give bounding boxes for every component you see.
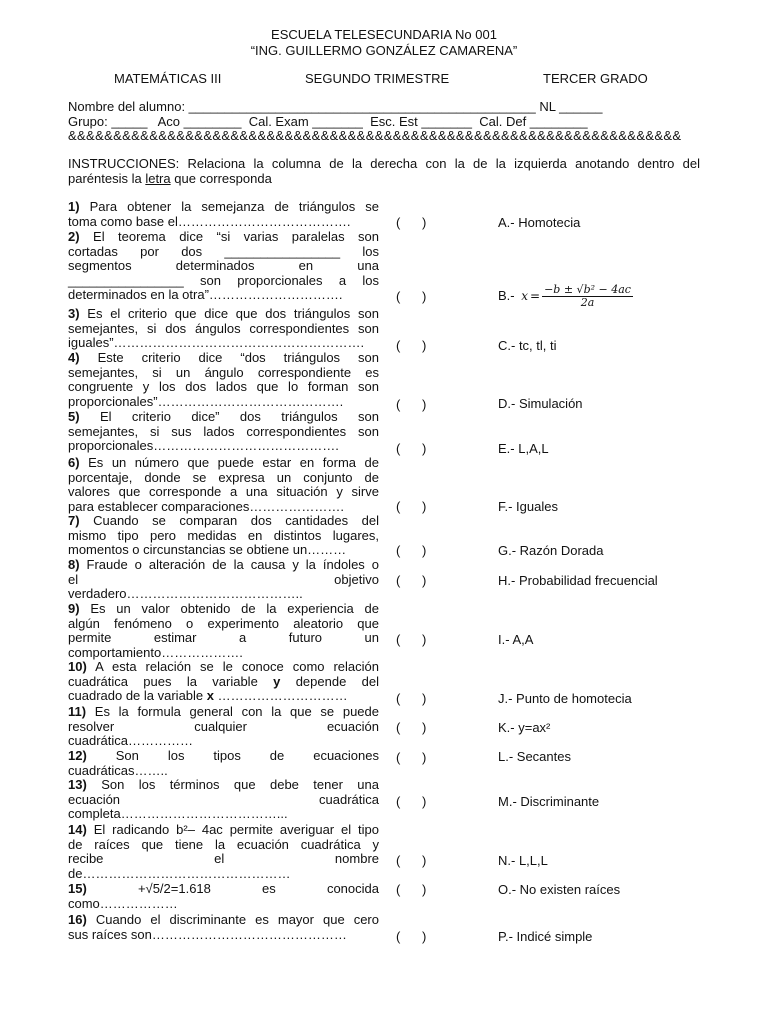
subject-label: MATEMÁTICAS III <box>114 71 222 86</box>
answer-blank-12[interactable]: ( ) <box>396 750 427 765</box>
question-6: 6) Es un número que puede estar en forma de porcentaje, donde se expresa un conjunto de valores que corresponde a una situación y sirve para establecer comparaciones…………………. <box>68 455 379 514</box>
question-10-line-3: cuadrado de la variable x ………………………… <box>68 688 348 704</box>
question-10-line-2: cuadrática pues la variable y depende del <box>68 673 379 689</box>
term-label: SEGUNDO TRIMESTRE <box>305 71 450 86</box>
option-h: H.- Probabilidad frecuencial <box>498 573 658 588</box>
answer-blank-15[interactable]: ( ) <box>396 882 427 897</box>
question-1: 1) Para obtener la semejanza de triángulos se toma como base el…………………………………. <box>68 199 380 229</box>
option-o: O.- No existen raíces <box>498 882 621 897</box>
answer-blank-3[interactable]: ( ) <box>396 338 427 353</box>
answer-blank-1[interactable]: ( ) <box>396 215 427 230</box>
question-12: 12) Son los tipos de ecuaciones cuadráticas…….. <box>68 748 379 778</box>
option-d: D.- Simulación <box>498 396 583 411</box>
option-i: I.- A,A <box>498 632 534 647</box>
grades-line: Grupo: _____ Aco ________ Cal. Exam _______ Esc. Est _______ Cal. Def ________ <box>68 114 588 129</box>
question-11: 11) Es la formula general con la que se puede resolver cualquier ecuación cuadrática…………… <box>68 704 379 749</box>
question-10: 10) A esta relación se le conoce como relación cuadrática pues la variable y depende del cuadrado de la variable x ………………………… <box>68 659 379 704</box>
option-c: C.- tc, tl, ti <box>498 338 557 353</box>
question-8: 8) Fraude o alteración de la causa y la índoles o el objetivo verdadero………………………………….. <box>68 557 379 602</box>
option-m: M.- Discriminante <box>498 794 600 809</box>
question-9: 9) Es un valor obtenido de la experiencia de algún fenómeno o experimento aleatorio que permite estimar a futuro un comportamiento………………. <box>68 601 379 660</box>
option-k: K.- y=ax² <box>498 720 551 735</box>
school-title: ESCUELA TELESECUNDARIA No 001 <box>271 27 497 42</box>
question-14: 14) El radicando b²– 4ac permite averiguar el tipo de raíces que tiene la ecuación cuadrática y recibe el nombre de………………………………………… <box>68 822 379 881</box>
answer-blank-9[interactable]: ( ) <box>396 632 427 647</box>
answer-blank-13[interactable]: ( ) <box>396 794 427 809</box>
question-3: 3) Es el criterio que dice que dos triángulos son semejantes, si dos ángulos correspondientes son iguales”…………………………………………………. <box>68 306 379 351</box>
answer-blank-4[interactable]: ( ) <box>396 397 427 412</box>
answer-blank-16[interactable]: ( ) <box>396 929 427 944</box>
instructions <box>68 156 700 186</box>
answer-blank-2[interactable]: ( ) <box>396 289 427 304</box>
option-e: E.- L,A,L <box>498 441 549 456</box>
answer-blank-6[interactable]: ( ) <box>396 499 427 514</box>
question-5: 5) El criterio dice” dos triángulos son semejantes, si sus lados correspondientes son proporcionales……………………………………. <box>68 409 379 454</box>
question-15: 15) +√5/2=1.618 es conocida como……………… <box>68 881 379 911</box>
option-p: P.- Indicé simple <box>498 929 593 944</box>
question-4: 4) Este criterio dice “dos triángulos son semejantes, si un ángulo correspondiente es congruente y los dos lados que lo forman son proporcionales”……………………………………. <box>68 350 379 409</box>
question-16: 16) Cuando el discriminante es mayor que cero sus raíces son……………………………………… <box>68 912 379 942</box>
quadratic-formula: x = $\frac{\text{−b ± √b² − 4ac}}{2a}$ <box>521 283 631 309</box>
option-b <box>498 284 633 309</box>
option-n: N.- L,L,L <box>498 853 548 868</box>
formula-denominator: 2a <box>580 296 595 309</box>
separator-line: &&&&&&&&&&&&&&&&&&&&&&&&&&&&&&&&&&&&&&&&&&&&&&&&&&&&&&&&&&&&&&&&&&&& <box>68 128 682 143</box>
formula-numerator: −b ± √b² − 4ac <box>544 283 631 296</box>
option-j: J.- Punto de homotecia <box>498 691 632 706</box>
answer-blank-7[interactable]: ( ) <box>396 543 427 558</box>
question-13: 13) Son los términos que debe tener una ecuación cuadrática completa………………………………... <box>68 777 379 822</box>
student-name-line: Nombre del alumno: ________________________________________________ NL ______ <box>68 99 603 114</box>
option-l: L.- Secantes <box>498 749 571 764</box>
question-7: 7) Cuando se comparan dos cantidades del mismo tipo pero medidas en distintos lugares, momentos o circunstancias se obtiene un……… <box>68 513 379 558</box>
answer-blank-5[interactable]: ( ) <box>396 441 427 456</box>
question-2: 2) El teorema dice “si varias paralelas son cortadas por dos ________________ los segmentos determinados en una ________________ son proporcionales a los determinados en la otra”…………………………. <box>68 229 379 303</box>
instructions-line-2: paréntesis la letra que corresponda <box>68 171 272 186</box>
option-f: F.- Iguales <box>498 499 558 514</box>
answer-blank-8[interactable]: ( ) <box>396 573 427 588</box>
answer-blank-14[interactable]: ( ) <box>396 853 427 868</box>
option-a: A.- Homotecia <box>498 215 581 230</box>
instructions-line-1: INSTRUCCIONES: Relaciona la columna de la derecha con la de la izquierda anotando dentro del <box>68 156 700 171</box>
option-b-label: B.- <box>498 287 515 303</box>
answer-blank-10[interactable]: ( ) <box>396 691 427 706</box>
option-g: G.- Razón Dorada <box>498 543 604 558</box>
school-name: “ING. GUILLERMO GONZÁLEZ CAMARENA” <box>250 43 518 58</box>
answer-blank-11[interactable]: ( ) <box>396 720 427 735</box>
grade-label: TERCER GRADO <box>543 71 648 86</box>
